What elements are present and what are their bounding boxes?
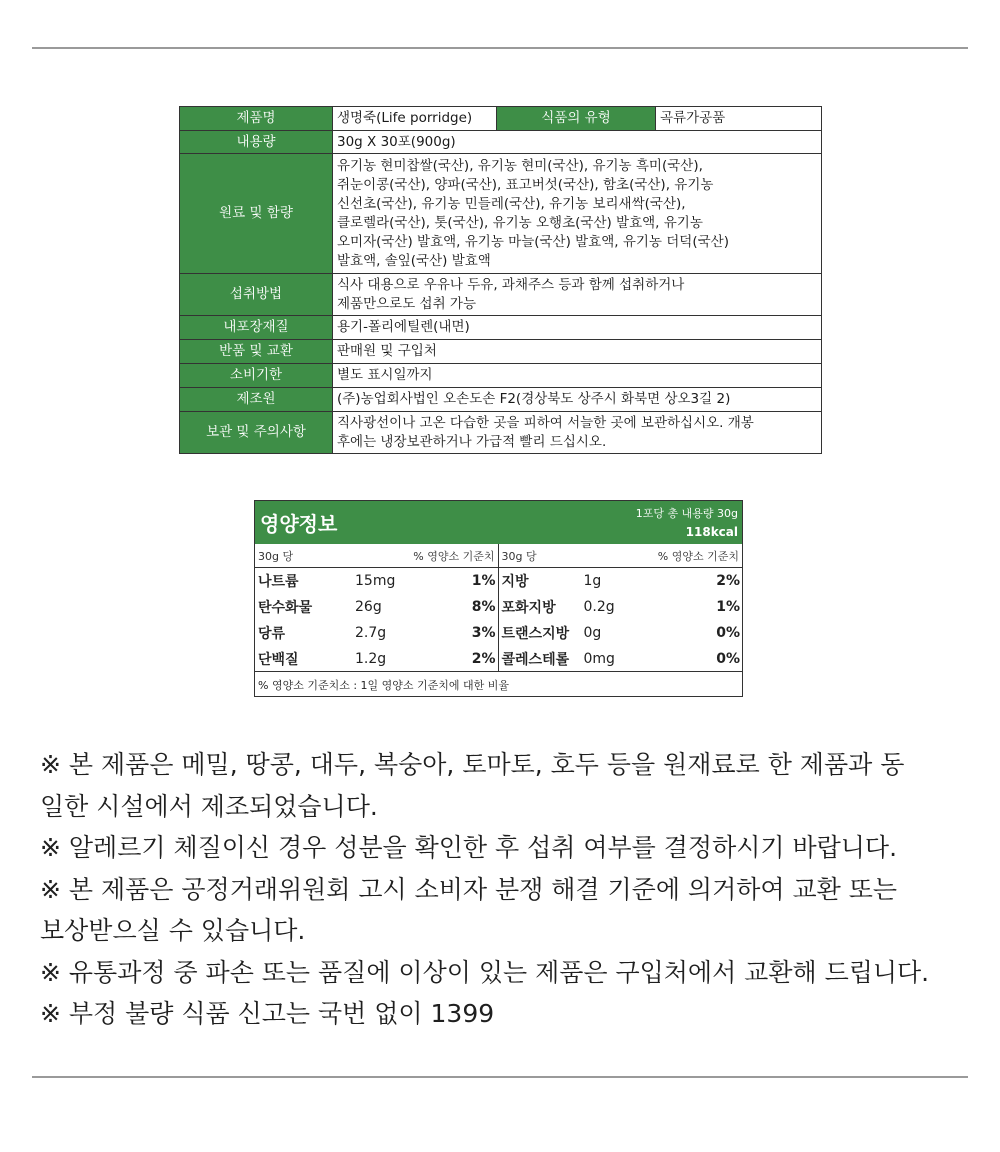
- notice-line: ※ 유통과정 중 파손 또는 품질에 이상이 있는 제품은 구입처에서 교환해 드립니다.: [40, 957, 930, 987]
- nutrient-percent: 0%: [716, 625, 740, 641]
- notice-section: [40, 744, 970, 1035]
- food-type-label: 식품의 유형: [497, 107, 656, 131]
- nutrition-subheader: [255, 544, 498, 568]
- product-name-value: 생명죽(Life porridge): [333, 107, 497, 131]
- nutrient-percent: 0%: [716, 651, 740, 667]
- nutrient-name: 당류: [258, 626, 286, 642]
- return-label: 반품 및 교환: [180, 340, 333, 364]
- nutrient-name: 나트륨: [258, 574, 299, 590]
- nutrient-row: [499, 568, 743, 594]
- nutrient-row: [499, 646, 743, 672]
- ingredients-line: 신선초(국산), 유기농 민들레(국산), 유기농 보리새싹(국산),: [337, 195, 686, 212]
- packaging-value: 용기-폴리에틸렌(내면): [333, 316, 822, 340]
- notice-line: 보상받으실 수 있습니다.: [40, 916, 306, 945]
- top-divider: [32, 47, 968, 49]
- nutrition-header: [255, 501, 742, 544]
- ingredients-line: 발효액, 솔잎(국산) 발효액: [337, 252, 491, 269]
- ingredients-line: 오미자(국산) 발효액, 유기농 마늘(국산) 발효액, 유기농 더덕(국산): [337, 233, 729, 250]
- ingredients-line: 유기농 현미찹쌀(국산), 유기농 현미(국산), 유기농 흑미(국산),: [337, 157, 703, 174]
- nutrient-percent: 1%: [716, 599, 740, 615]
- nutrient-name: 트랜스지방: [501, 626, 570, 642]
- product-info-table: [179, 106, 822, 454]
- nutrition-footnote: % 영양소 기준치소 : 1일 영양소 기준치에 대한 비율: [258, 678, 510, 692]
- nutrient-row: [499, 594, 743, 620]
- product-name-label: 제품명: [180, 107, 333, 131]
- nutrient-amount: 1g: [583, 573, 602, 589]
- maker-value: (주)농업회사법인 오손도손 F2(경상북도 상주시 화북면 상오3길 2): [333, 388, 822, 412]
- nutrient-amount: 0.2g: [583, 599, 615, 615]
- nutrient-name: 탄수화물: [258, 600, 313, 616]
- nutrient-row: [255, 568, 498, 594]
- nutrient-name: 지방: [501, 574, 529, 590]
- nutrition-title: 영양정보: [260, 512, 338, 536]
- nutrient-percent: 1%: [471, 573, 496, 589]
- storage-line: 후에는 냉장보관하거나 가급적 빨리 드십시오.: [337, 433, 607, 450]
- nutrient-amount: 15mg: [355, 573, 396, 589]
- nutrient-name: 단백질: [258, 652, 299, 668]
- daily-value-label: % 영양소 기준치: [413, 549, 495, 563]
- notice-line: ※ 본 제품은 메밀, 땅콩, 대두, 복숭아, 토마토, 호두 등을 원재료로 한 제품과 동: [40, 750, 905, 779]
- packaging-label: 내포장재질: [180, 316, 333, 340]
- nutrient-row: [255, 646, 498, 672]
- notice-line: ※ 본 제품은 공정거래위원회 고시 소비자 분쟁 해결 기준에 의거하여 교환 또는: [40, 874, 898, 904]
- nutrition-facts-panel: [254, 500, 743, 697]
- intake-line: 식사 대용으로 우유나 두유, 과채주스 등과 함께 섭취하거나: [337, 276, 685, 293]
- nutrient-amount: 0mg: [583, 651, 615, 667]
- return-value: 판매원 및 구입처: [333, 340, 822, 364]
- expiry-label: 소비기한: [180, 364, 333, 388]
- calories: 118kcal: [685, 525, 738, 539]
- nutrition-columns: [255, 544, 742, 672]
- nutrient-name: 콜레스테롤: [501, 652, 570, 668]
- intake-label: 섭취방법: [180, 274, 333, 316]
- content-label: 내용량: [180, 131, 333, 154]
- nutrient-row: [499, 620, 743, 646]
- nutrient-row: [255, 620, 498, 646]
- ingredients-value: [333, 154, 822, 274]
- nutrient-amount: 2.7g: [355, 625, 387, 641]
- bottom-divider: [32, 1076, 968, 1078]
- maker-label: 제조원: [180, 388, 333, 412]
- nutrient-percent: 8%: [471, 599, 496, 615]
- ingredients-line: 쥐눈이콩(국산), 양파(국산), 표고버섯(국산), 함초(국산), 유기농: [337, 176, 714, 193]
- nutrition-column-left: [255, 544, 499, 671]
- nutrient-name: 포화지방: [501, 600, 556, 616]
- nutrient-percent: 2%: [716, 573, 740, 589]
- notice-line: 일한 시설에서 제조되었습니다.: [40, 791, 378, 821]
- intake-value: [333, 274, 822, 316]
- nutrient-row: [255, 594, 498, 620]
- nutrition-column-right: [499, 544, 743, 671]
- serving-size: 1포당 총 내용량 30g: [635, 507, 738, 520]
- nutrient-amount: 26g: [355, 599, 382, 615]
- expiry-value: 별도 표시일까지: [333, 364, 822, 388]
- per-serving-label: 30g 당: [501, 549, 537, 563]
- ingredients-line: 클로렐라(국산), 톳(국산), 유기농 오행초(국산) 발효액, 유기농: [337, 214, 703, 231]
- intake-line: 제품만으로도 섭취 가능: [337, 295, 476, 312]
- per-serving-label: 30g 당: [258, 549, 294, 563]
- storage-line: 직사광선이나 고온 다습한 곳을 피하여 서늘한 곳에 보관하십시오. 개봉: [337, 414, 754, 431]
- storage-value: [333, 412, 822, 454]
- notice-line: ※ 부정 불량 식품 신고는 국번 없이 1399: [40, 999, 495, 1028]
- ingredients-label: 원료 및 함량: [180, 154, 333, 274]
- notice-line: ※ 알레르기 체질이신 경우 성분을 확인한 후 섭취 여부를 결정하시기 바랍니다.: [40, 833, 898, 862]
- food-type-value: 곡류가공품: [656, 107, 822, 131]
- content-value: 30g X 30포(900g): [333, 131, 822, 154]
- daily-value-label: % 영양소 기준치: [657, 549, 739, 563]
- nutrient-amount: 1.2g: [355, 651, 387, 667]
- nutrient-amount: 0g: [583, 625, 602, 641]
- nutrient-percent: 2%: [471, 651, 496, 667]
- nutrient-percent: 3%: [471, 625, 496, 641]
- nutrition-subheader: [499, 544, 743, 568]
- storage-label: 보관 및 주의사항: [180, 412, 333, 454]
